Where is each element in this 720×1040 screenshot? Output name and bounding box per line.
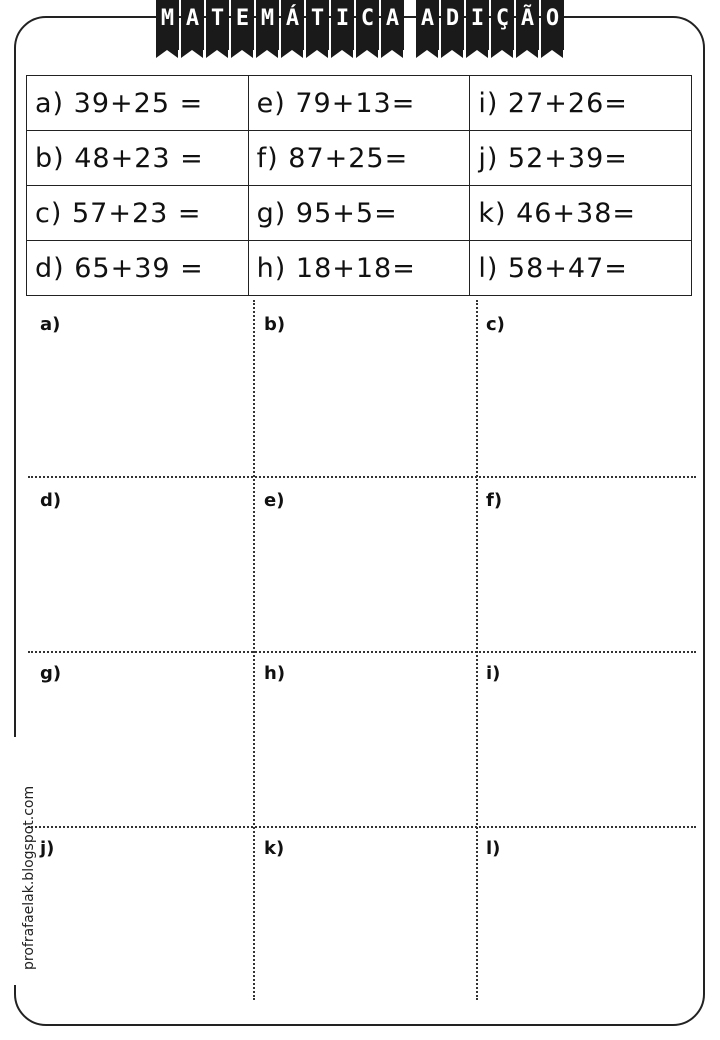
title-letter: I (470, 6, 485, 31)
problems-table (26, 75, 692, 296)
title-letter-flag (541, 0, 564, 50)
grid-divider (476, 300, 478, 1000)
title-letter: C (360, 6, 375, 31)
title-letter: A (420, 6, 435, 31)
title-word-adicao (416, 0, 564, 50)
answer-grid (26, 300, 696, 1000)
title-letter: Ç (495, 6, 510, 31)
answer-label-l: l) (486, 838, 501, 859)
answer-label-e: e) (264, 490, 285, 511)
title-word-matematica (156, 0, 404, 50)
watermark-text: profrafaelak.blogspot.com (21, 785, 37, 970)
title-letter-flag (466, 0, 489, 50)
answer-label-f: f) (486, 490, 503, 511)
table-row (27, 76, 692, 131)
answer-label-b: b) (264, 314, 286, 335)
title-letter: T (310, 6, 325, 31)
answer-label-g: g) (40, 663, 62, 684)
title-letter: M (260, 6, 275, 31)
grid-divider (28, 651, 696, 653)
title-letter: T (210, 6, 225, 31)
title-letter: I (335, 6, 350, 31)
title-letter-flag (206, 0, 229, 50)
title-letter-flag (156, 0, 179, 50)
problem-cell: i) 27+26= (470, 76, 692, 131)
problem-cell: f) 87+25= (248, 131, 470, 186)
problem-cell: j) 52+39= (470, 131, 692, 186)
title-letter-flag (356, 0, 379, 50)
answer-label-k: k) (264, 838, 285, 859)
grid-divider (28, 476, 696, 478)
problem-cell: d) 65+39 = (27, 241, 249, 296)
grid-divider (253, 300, 255, 1000)
answer-label-d: d) (40, 490, 62, 511)
page-title (0, 0, 720, 64)
title-letter: A (185, 6, 200, 31)
title-letter-flag (441, 0, 464, 50)
problem-cell: k) 46+38= (470, 186, 692, 241)
title-letter: A (385, 6, 400, 31)
table-row (27, 131, 692, 186)
answer-label-c: c) (486, 314, 505, 335)
answer-label-a: a) (40, 314, 61, 335)
problem-cell: a) 39+25 = (27, 76, 249, 131)
title-letter-flag (281, 0, 304, 50)
title-letter-flag (516, 0, 539, 50)
title-letter: Á (285, 6, 300, 31)
answer-label-i: i) (486, 663, 501, 684)
answer-label-h: h) (264, 663, 286, 684)
problem-cell: l) 58+47= (470, 241, 692, 296)
title-letter-flag (306, 0, 329, 50)
title-letter-flag (331, 0, 354, 50)
title-letter: E (235, 6, 250, 31)
problem-cell: c) 57+23 = (27, 186, 249, 241)
title-letter-flag (231, 0, 254, 50)
table-row (27, 186, 692, 241)
title-letter-flag (181, 0, 204, 50)
title-letter: Ã (520, 6, 535, 31)
problem-cell: e) 79+13= (248, 76, 470, 131)
title-letter-flag (381, 0, 404, 50)
title-letter: D (445, 6, 460, 31)
title-letter-flag (256, 0, 279, 50)
answer-label-j: j) (40, 838, 55, 859)
table-row (27, 241, 692, 296)
problem-cell: h) 18+18= (248, 241, 470, 296)
title-letter: M (160, 6, 175, 31)
grid-divider (28, 826, 696, 828)
problem-cell: b) 48+23 = (27, 131, 249, 186)
title-letter-flag (416, 0, 439, 50)
title-letter: O (545, 6, 560, 31)
title-letter-flag (491, 0, 514, 50)
problem-cell: g) 95+5= (248, 186, 470, 241)
